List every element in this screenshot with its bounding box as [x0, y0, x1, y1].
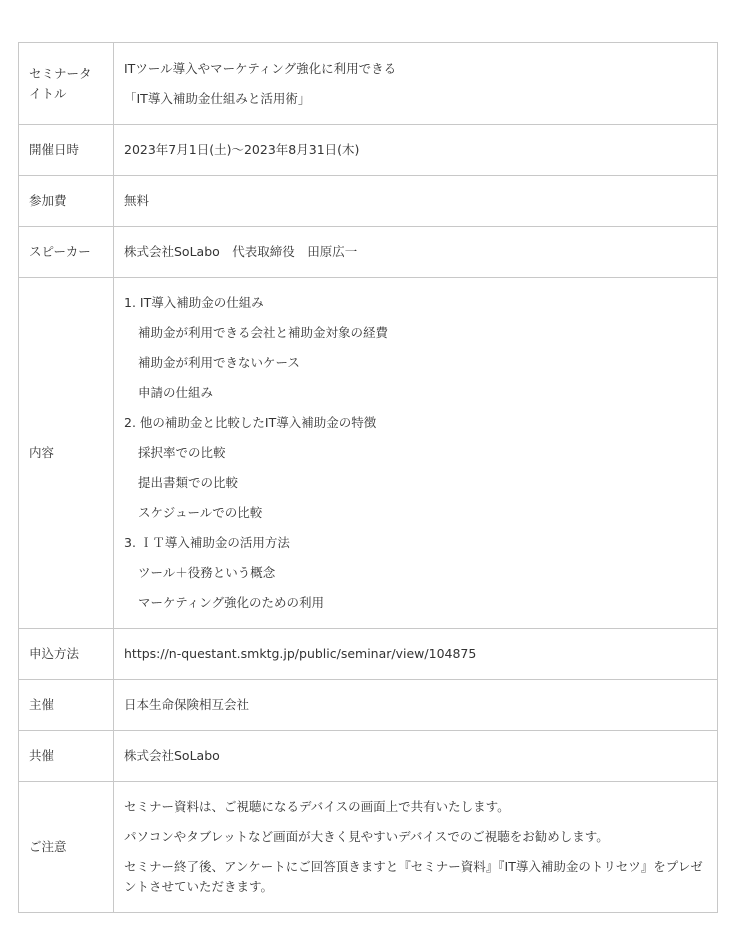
- row-label-apply: 申込方法: [19, 629, 114, 680]
- row-value-apply-url: https://n-questant.smktg.jp/public/seminar/view/104875: [114, 629, 718, 680]
- row-label-content: 内容: [19, 278, 114, 629]
- note-item: セミナー資料は、ご視聴になるデバイスの画面上で共有いたします。: [124, 799, 510, 814]
- row-value-content: [114, 278, 718, 629]
- note-item: パソコンやタブレットなど画面が大きく見やすいデバイスでのご視聴をお勧めします。: [124, 829, 609, 844]
- table-row-notes: [19, 782, 718, 913]
- row-value-speaker: 株式会社SoLabo 代表取締役 田原広一: [114, 227, 718, 278]
- title-line-1: ITツール導入やマーケティング強化に利用できる: [124, 60, 397, 76]
- row-value-notes: [114, 782, 718, 913]
- content-item: 補助金が利用できないケース: [138, 355, 300, 370]
- row-label-host: 主催: [19, 680, 114, 731]
- table-row-content: [19, 278, 718, 629]
- row-label-fee: 参加費: [19, 176, 114, 227]
- row-value-cohost: 株式会社SoLabo: [114, 731, 718, 782]
- content-item: ツール＋役務という概念: [138, 565, 276, 580]
- content-item: 提出書類での比較: [138, 475, 239, 490]
- table-row-apply: [19, 629, 718, 680]
- row-value-host: 日本生命保険相互会社: [114, 680, 718, 731]
- title-line-2: 「IT導入補助金仕組みと活用術」: [124, 90, 311, 106]
- content-item: 補助金が利用できる会社と補助金対象の経費: [138, 325, 389, 340]
- content-heading-1: 1. IT導入補助金の仕組み: [124, 295, 264, 310]
- table-row-date: [19, 125, 718, 176]
- row-label-title: セミナータイトル: [19, 43, 114, 125]
- content-item: 採択率での比較: [138, 445, 226, 460]
- row-label-notes: ご注意: [19, 782, 114, 913]
- row-value-date: 2023年7月1日(土)〜2023年8月31日(木): [114, 125, 718, 176]
- content-heading-2: 2. 他の補助金と比較したIT導入補助金の特徴: [124, 415, 377, 430]
- content-item: マーケティング強化のための利用: [138, 595, 325, 610]
- table-row-cohost: [19, 731, 718, 782]
- table-row-speaker: [19, 227, 718, 278]
- content-item: 申請の仕組み: [138, 385, 214, 400]
- table-row-title: [19, 43, 718, 125]
- content-item: スケジュールでの比較: [138, 505, 263, 520]
- row-label-date: 開催日時: [19, 125, 114, 176]
- content-heading-3: 3. ＩＴ導入補助金の活用方法: [124, 535, 290, 550]
- row-value-title: [114, 43, 718, 125]
- row-label-cohost: 共催: [19, 731, 114, 782]
- row-value-fee: 無料: [114, 176, 718, 227]
- row-label-speaker: スピーカー: [19, 227, 114, 278]
- note-item: セミナー終了後、アンケートにご回答頂きますと『セミナー資料』『IT導入補助金のトリセツ』をプレゼントさせていただきます。: [124, 859, 703, 894]
- table-row-host: [19, 680, 718, 731]
- table-row-fee: [19, 176, 718, 227]
- seminar-info-table: [18, 42, 718, 913]
